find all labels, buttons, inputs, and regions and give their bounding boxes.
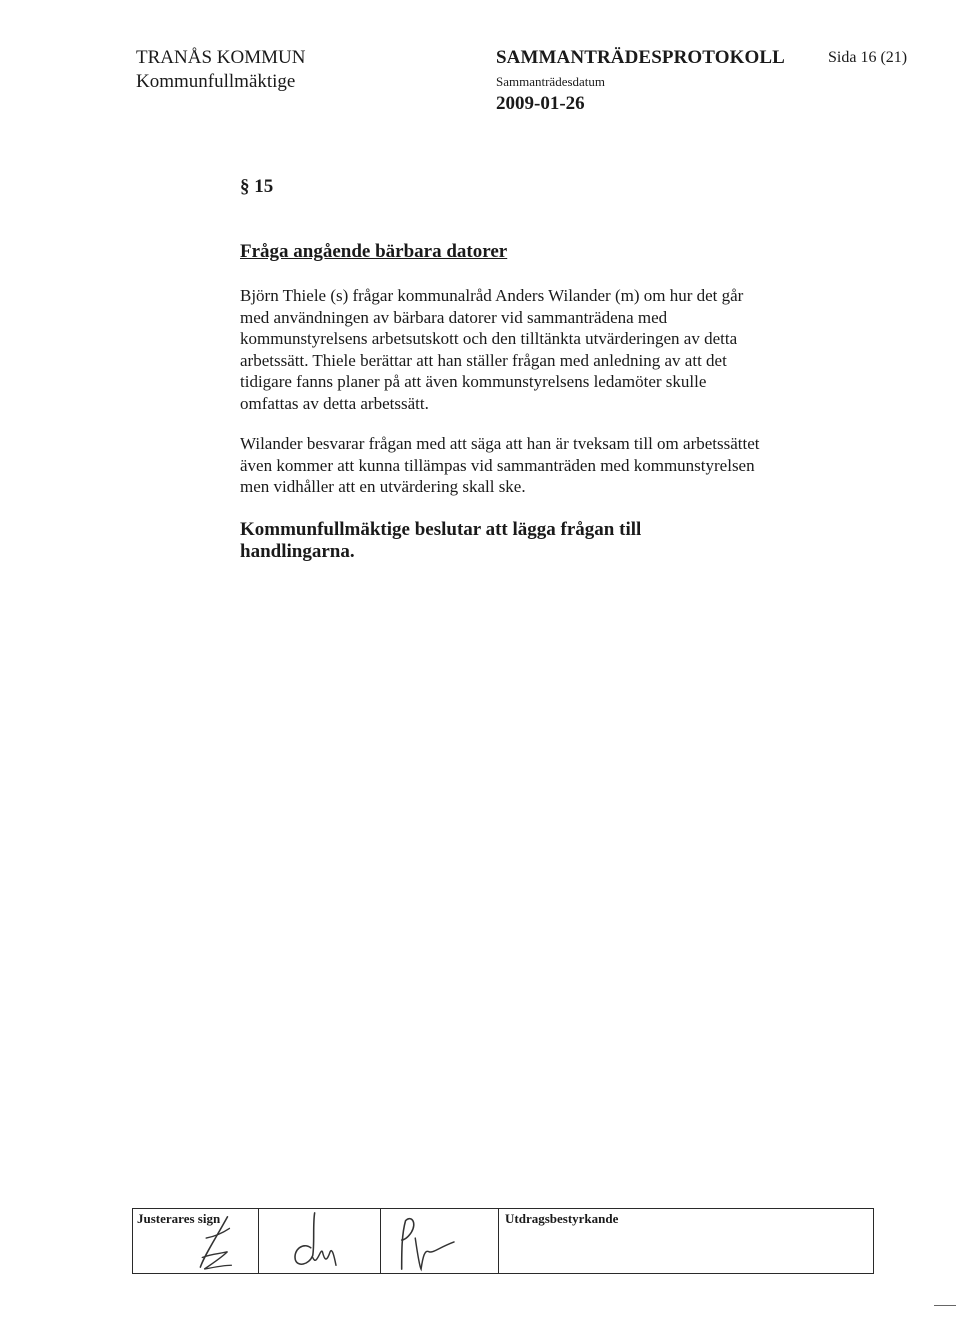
signature-cell-2 bbox=[259, 1209, 381, 1273]
signature-cell-3 bbox=[381, 1209, 499, 1273]
certification-cell bbox=[499, 1209, 873, 1273]
utdragsbestyrkande-label: Utdragsbestyrkande bbox=[505, 1211, 619, 1226]
page-number: Sida 16 (21) bbox=[828, 49, 908, 66]
decision-text: Kommunfullmäktige beslutar att lägga frågan till handlingarna. bbox=[240, 519, 642, 562]
handwritten-initials-3 bbox=[381, 1209, 498, 1273]
meeting-date-label: Sammanträdesdatum bbox=[496, 74, 606, 89]
document-type: SAMMANTRÄDESPROTOKOLL bbox=[496, 47, 785, 68]
municipality-name: TRANÅS KOMMUN bbox=[136, 47, 306, 68]
council-name: Kommunfullmäktige bbox=[136, 71, 296, 92]
section-heading: Fråga angående bärbara datorer bbox=[240, 241, 508, 262]
handwritten-initials-2 bbox=[259, 1209, 380, 1273]
paragraph-answer: Wilander besvarar frågan med att säga att han är tveksam till om arbetssättet även kommer att kunna tillämpas vid sammanträden med kommunstyrelsen men vidhåller att en utvärdering skall ske. bbox=[240, 434, 760, 496]
signature-cell-1 bbox=[133, 1209, 259, 1273]
scan-edge-mark bbox=[934, 1305, 956, 1306]
meeting-date: 2009-01-26 bbox=[496, 93, 585, 114]
section-number: § 15 bbox=[240, 176, 274, 197]
handwritten-initials-1 bbox=[133, 1209, 258, 1273]
paragraph-question: Björn Thiele (s) frågar kommunalråd Anders Wilander (m) om hur det går med användningen av bärbara datorer vid sammanträdena med kommunstyrelsens arbetsutskott och den tilltänkta utvärderingen av detta arbetssätt. Thiele berättar att han ställer frågan med anledning av att det tidigare fanns planer på att även kommunstyrelsens ledamöter skulle omfattas av detta arbetssätt. bbox=[240, 286, 744, 413]
justerares-sign-label: Justerares sign bbox=[137, 1211, 221, 1226]
signature-table bbox=[132, 1208, 874, 1274]
